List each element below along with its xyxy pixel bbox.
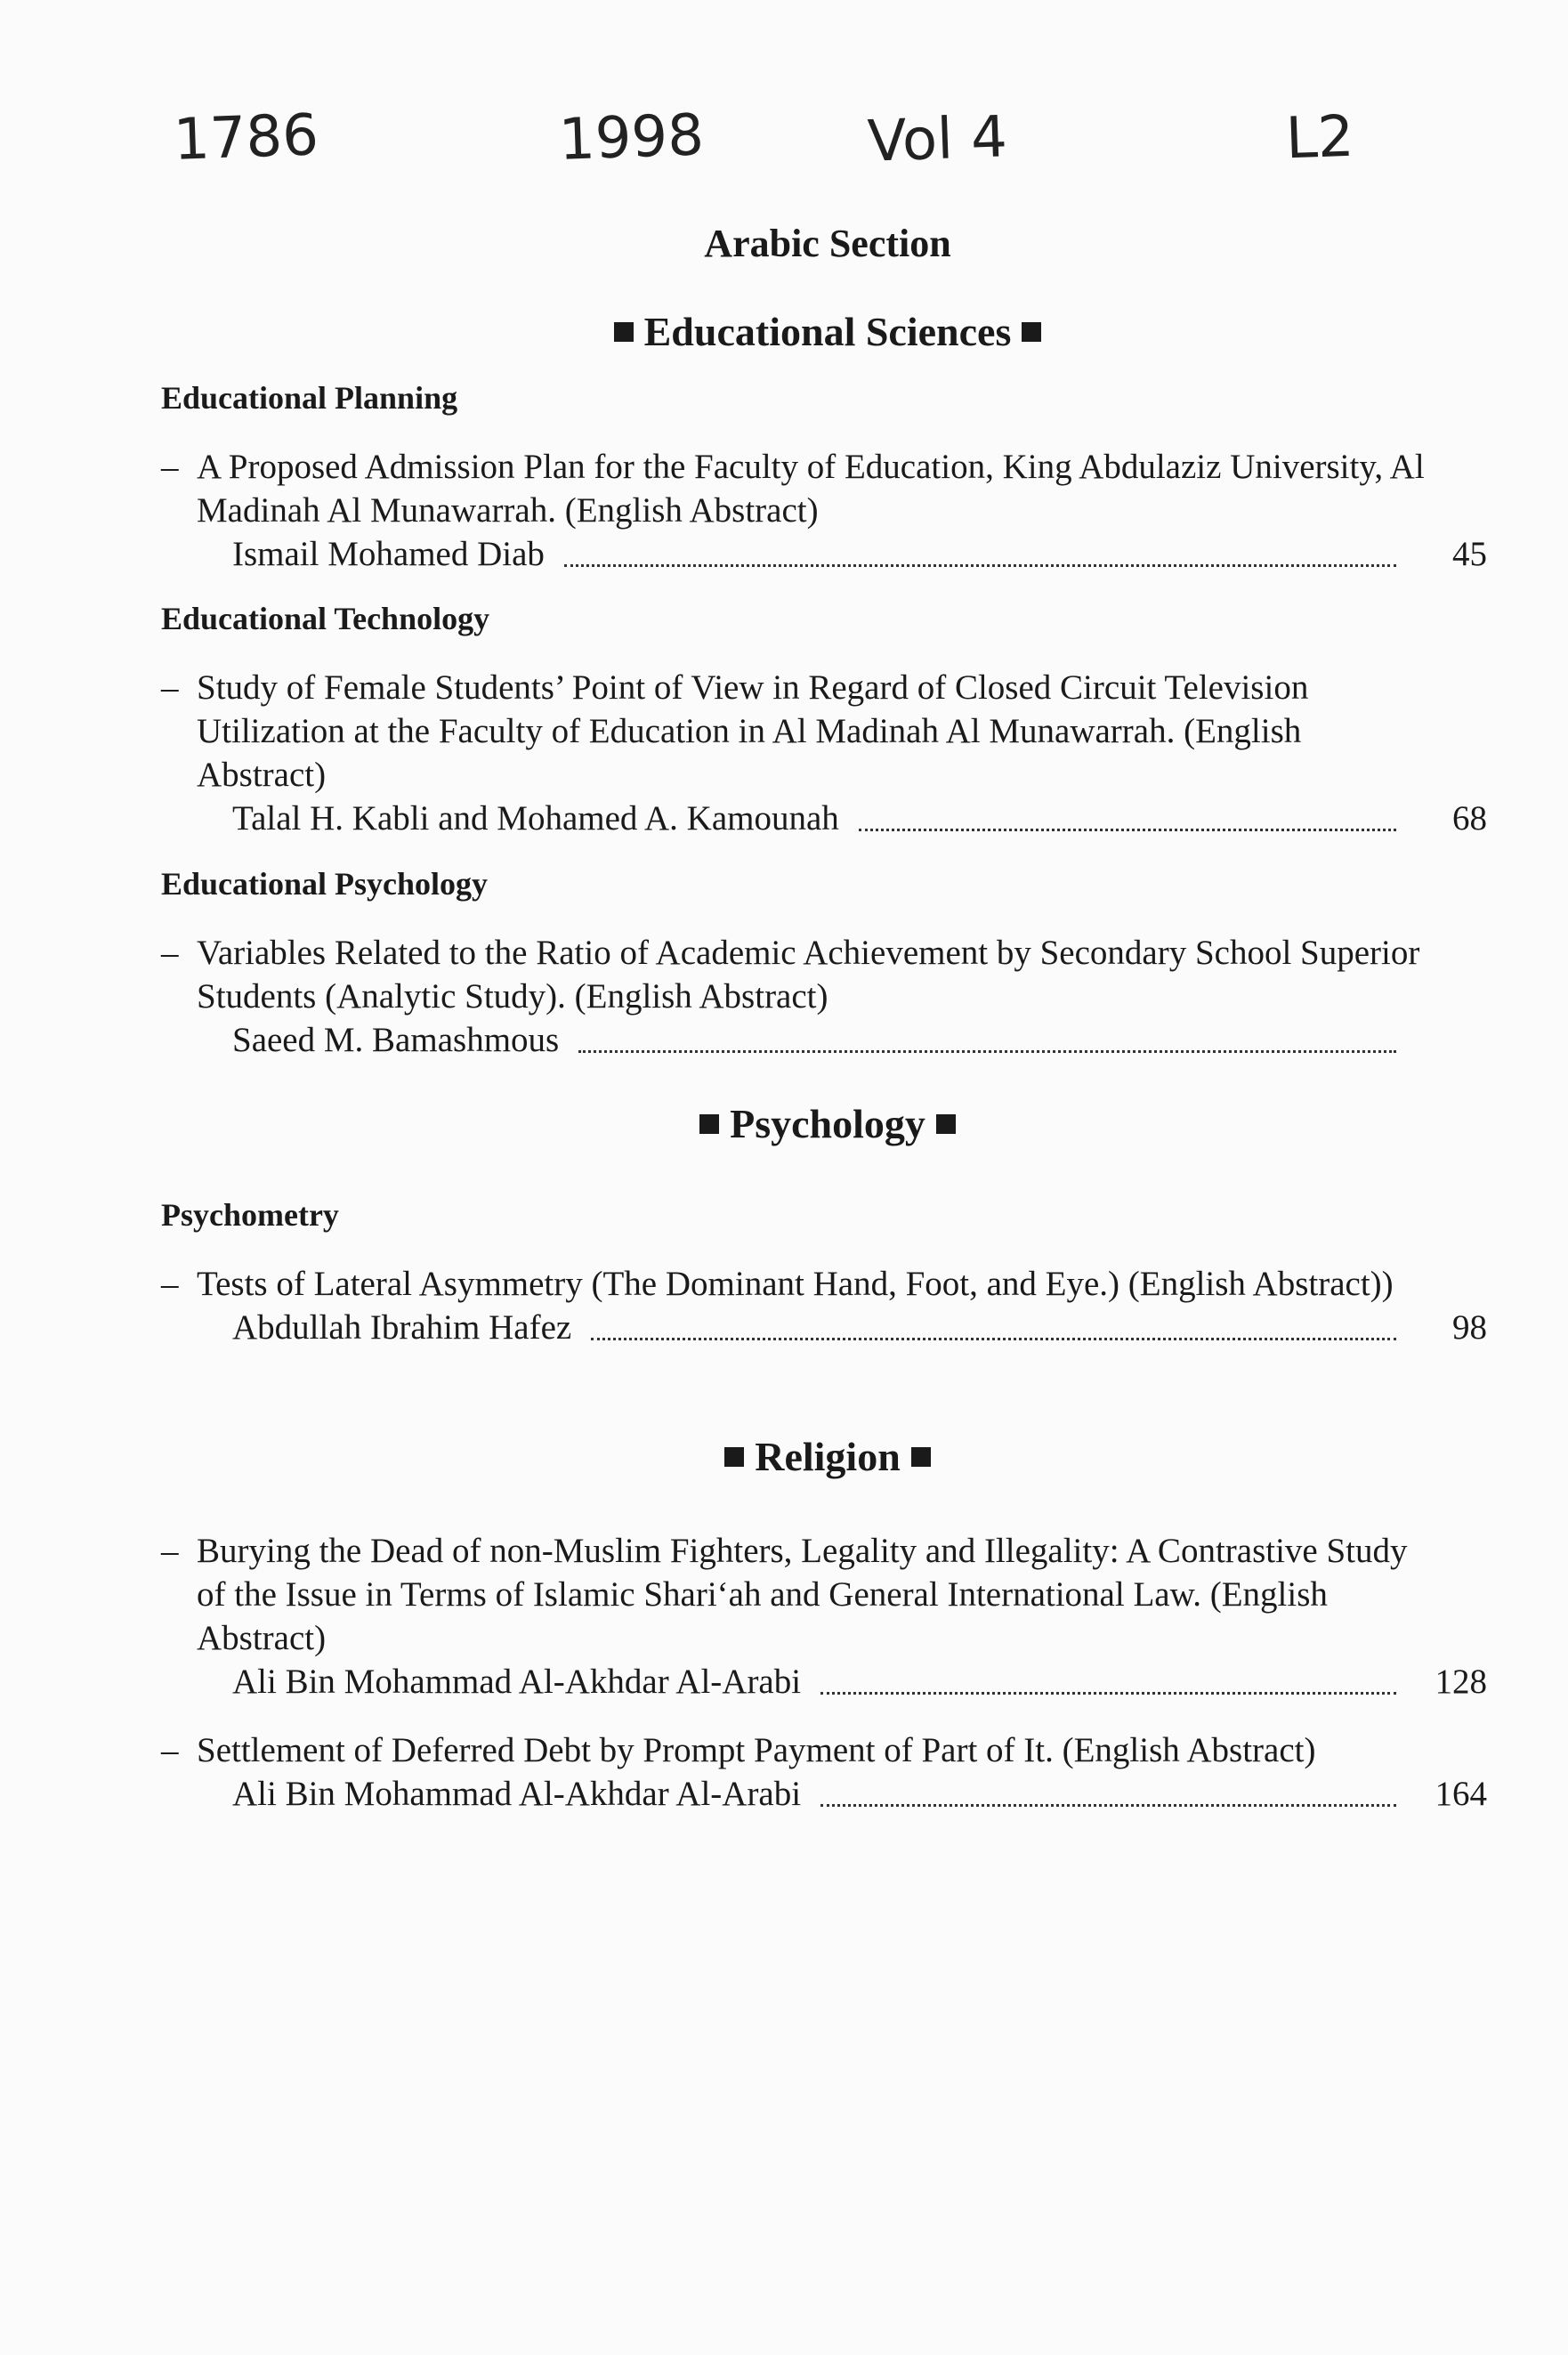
entry-title: Variables Related to the Ratio of Academic Achievement by Secondary School Superior Students (Analytic Study). (English Abstract) — [197, 934, 1420, 1016]
dot-leader — [820, 1804, 1396, 1807]
entry-title: Burying the Dead of non-Muslim Fighters, Legality and Illegality: A Contrastive Study of the Issue in Terms of Islamic Shari‘ah and General International Law. (English Abstract) — [197, 1532, 1408, 1657]
entry-author-line — [232, 532, 1487, 576]
dot-leader — [820, 1692, 1396, 1695]
toc-entry — [161, 1262, 1487, 1349]
entry-page: 68 — [1452, 799, 1487, 838]
dot-leader — [564, 564, 1396, 567]
entry-dash: – — [161, 668, 179, 707]
entry-author-line — [232, 1772, 1487, 1816]
toc-entry — [161, 1529, 1487, 1704]
entry-page: 98 — [1452, 1308, 1487, 1347]
entry-author: Talal H. Kabli and Mohamed A. Kamounah — [232, 799, 839, 838]
entry-dash: – — [161, 934, 179, 972]
handwritten-ref-1: 1786 — [172, 102, 320, 174]
heading-psychology: Psychology — [0, 1100, 1568, 1147]
category-heading: Educational Technology — [161, 601, 490, 636]
entry-author-line — [232, 1660, 1487, 1704]
toc-entry — [161, 445, 1487, 576]
category-heading: Psychometry — [161, 1197, 339, 1233]
category-heading: Educational Planning — [161, 380, 458, 416]
entry-dash: – — [161, 1731, 179, 1769]
section-title: Arabic Section — [704, 222, 951, 265]
entry-title: Settlement of Deferred Debt by Prompt Payment of Part of It. (English Abstract) — [197, 1731, 1316, 1769]
entry-author-line — [232, 1018, 1487, 1062]
toc-entry — [161, 666, 1487, 840]
entry-author: Saeed M. Bamashmous — [232, 1021, 560, 1059]
dot-leader — [591, 1338, 1396, 1340]
entry-title: Study of Female Students’ Point of View in Regard of Closed Circuit Television Utilization at the Faculty of Education in Al Madinah Al Munawarrah. (English Abstract) — [197, 668, 1309, 794]
square-bullet-icon — [614, 322, 634, 342]
toc-entry — [161, 931, 1487, 1062]
entry-page: 164 — [1435, 1775, 1487, 1813]
square-bullet-icon — [1022, 322, 1041, 342]
entry-page: 128 — [1435, 1663, 1487, 1701]
handwritten-ref-2: 1998 — [557, 102, 706, 174]
handwritten-ref-3: Vol 4 — [866, 104, 1009, 175]
square-bullet-icon — [911, 1447, 931, 1467]
entry-title: A Proposed Admission Plan for the Faculty of Education, King Abdulaziz University, Al Madinah Al Munawarrah. (English Abstract) — [197, 448, 1425, 530]
entry-author: Ali Bin Mohammad Al-Akhdar Al-Arabi — [232, 1663, 802, 1701]
entry-dash: – — [161, 448, 179, 486]
square-bullet-icon — [724, 1447, 744, 1467]
dot-leader — [859, 829, 1396, 831]
heading-educational-sciences: Educational Sciences — [0, 308, 1568, 355]
entry-author-line — [232, 797, 1487, 840]
entry-author-line — [232, 1306, 1487, 1349]
entry-page: 45 — [1452, 535, 1487, 573]
category-heading: Educational Psychology — [161, 866, 489, 902]
entry-author: Ali Bin Mohammad Al-Akhdar Al-Arabi — [232, 1775, 802, 1813]
heading-religion: Religion — [0, 1433, 1568, 1480]
entry-dash: – — [161, 1265, 179, 1303]
square-bullet-icon — [936, 1114, 956, 1134]
entry-dash: – — [161, 1532, 179, 1570]
entry-author: Ismail Mohamed Diab — [232, 535, 545, 573]
entry-author: Abdullah Ibrahim Hafez — [232, 1308, 572, 1347]
entry-title: Tests of Lateral Asymmetry (The Dominant Hand, Foot, and Eye.) (English Abstract)) — [197, 1265, 1394, 1303]
toc-entry — [161, 1728, 1487, 1816]
square-bullet-icon — [699, 1114, 719, 1134]
dot-leader — [578, 1050, 1396, 1053]
handwritten-ref-4: L2 — [1284, 103, 1355, 173]
